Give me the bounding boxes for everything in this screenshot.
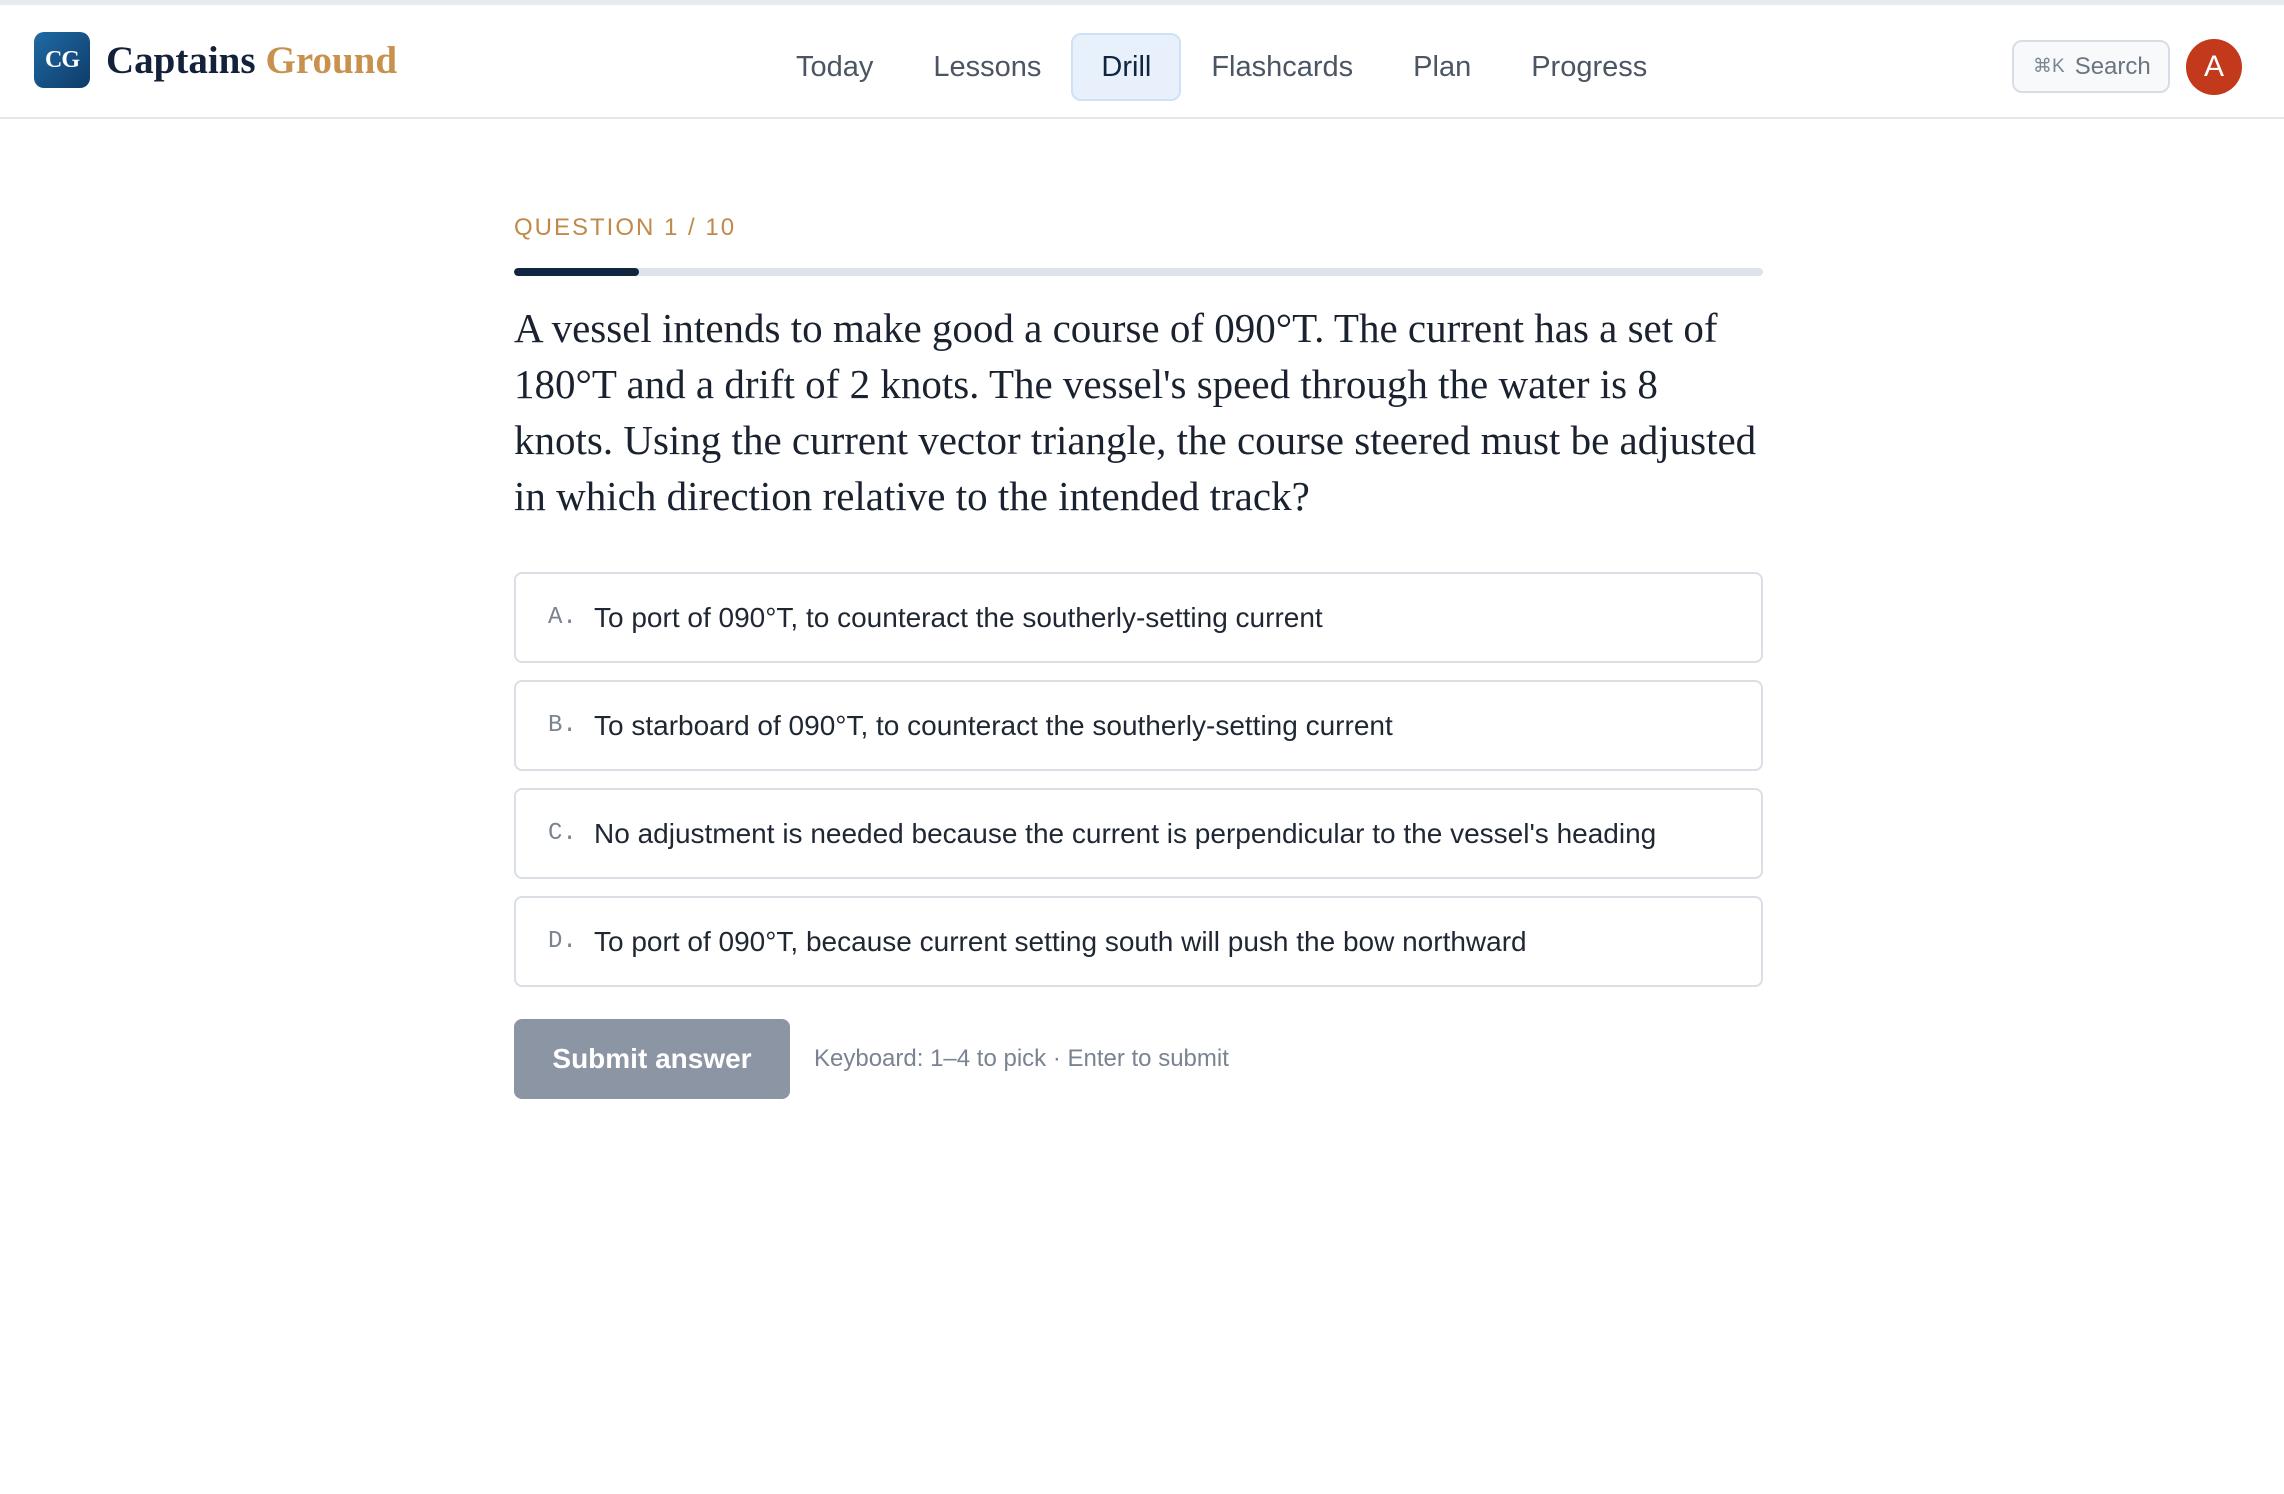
question-counter: QUESTION 1 / 10 <box>514 214 737 241</box>
search-shortcut-hint: ⌘K <box>2033 56 2065 77</box>
option-letter: D. <box>548 928 577 955</box>
question-text: A vessel intends to make good a course of 090°T. The current has a set of 180°T and a drift of 2 knots. The vessel's speed through the water is 8 knots. Using the current vector triangle, the course steered must be adjusted in which direction relative to the intended track? <box>514 305 1757 519</box>
submit-answer-button[interactable]: Submit answer <box>514 1019 790 1099</box>
main-nav-list <box>766 33 1677 101</box>
quiz-actions <box>514 1019 1763 1099</box>
drill-question-panel <box>514 210 1763 1099</box>
option-text: To port of 090°T, because current setting south will push the bow northward <box>594 925 1527 957</box>
quiz-progress-bar <box>514 268 1763 276</box>
answer-option-d[interactable] <box>514 896 1763 987</box>
option-letter: C. <box>548 820 577 847</box>
top-navbar <box>0 0 2284 119</box>
nav-item-today[interactable]: Today <box>796 50 874 83</box>
answer-option-c[interactable] <box>514 788 1763 879</box>
avatar[interactable]: A <box>2186 39 2242 95</box>
nav-item-plan[interactable]: Plan <box>1413 50 1472 83</box>
search-button[interactable] <box>2012 40 2170 93</box>
option-text: To starboard of 090°T, to counteract the southerly-setting current <box>594 709 1393 741</box>
brand-name-accent: Ground <box>265 38 398 82</box>
brand-mark-icon: CG <box>34 32 90 88</box>
option-text: No adjustment is needed because the current is perpendicular to the vessel's heading <box>594 817 1657 849</box>
nav-item-drill[interactable]: Drill <box>1071 33 1181 101</box>
brand-name-primary: Captains <box>106 38 256 82</box>
brand-name <box>106 38 397 83</box>
nav-item-progress[interactable]: Progress <box>1531 50 1648 83</box>
search-label: Search <box>2074 52 2151 80</box>
quiz-progress-fill <box>514 268 639 276</box>
nav-item-lessons[interactable]: Lessons <box>933 50 1042 83</box>
option-text: To port of 090°T, to counteract the southerly-setting current <box>594 601 1323 633</box>
keyboard-hint: Keyboard: 1–4 to pick · Enter to submit <box>814 1045 1229 1072</box>
brand-logo[interactable] <box>34 32 397 88</box>
answer-option-b[interactable] <box>514 680 1763 771</box>
nav-item-flashcards[interactable]: Flashcards <box>1211 50 1354 83</box>
answer-options <box>514 572 1763 987</box>
answer-option-a[interactable] <box>514 572 1763 663</box>
option-letter: A. <box>548 604 577 631</box>
option-letter: B. <box>548 712 577 739</box>
